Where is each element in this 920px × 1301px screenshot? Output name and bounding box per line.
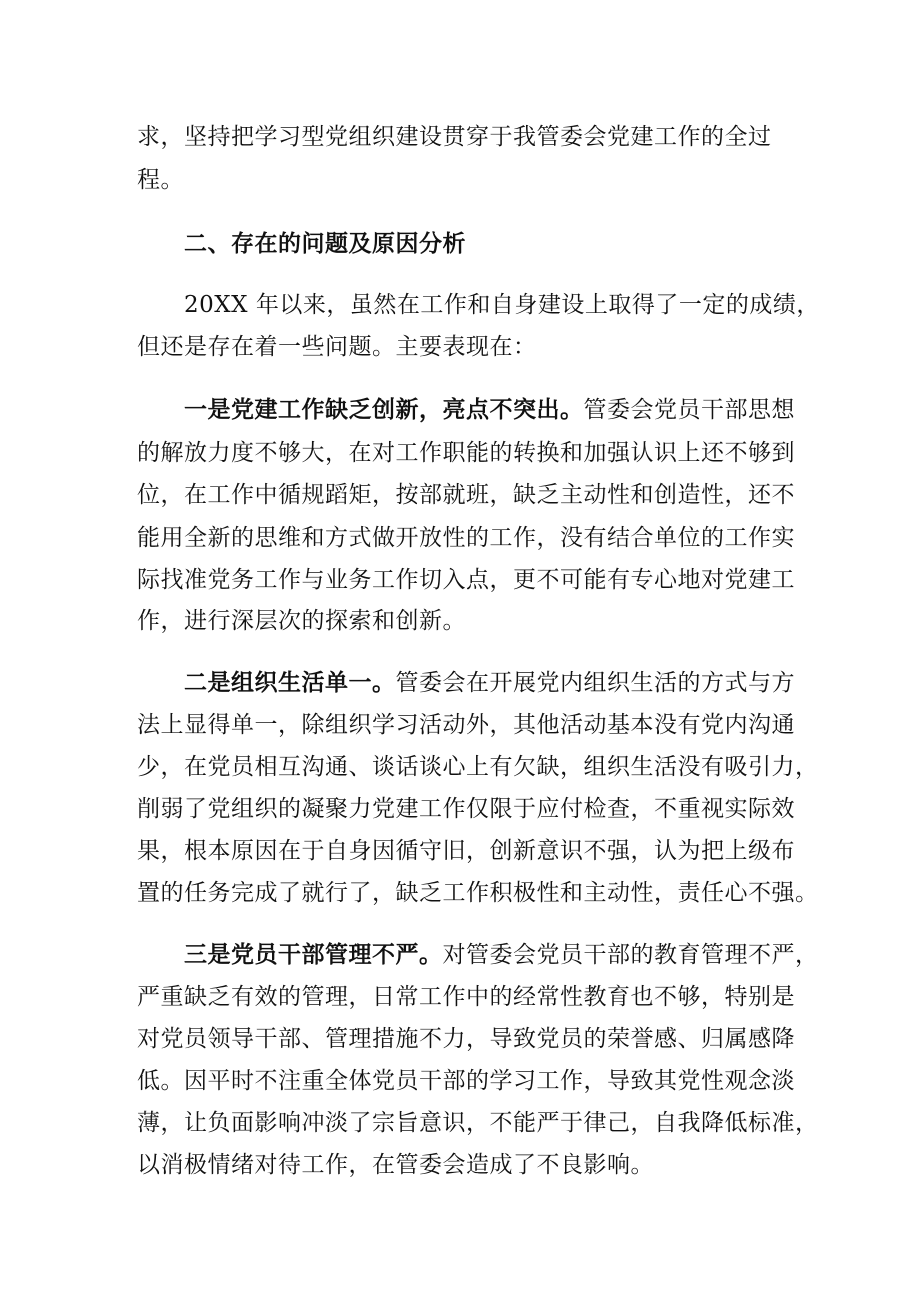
problem3-first-line — [184, 940, 819, 970]
problem2-line: 法上显得单一，除组织学习活动外，其他活动基本没有党内沟通 — [137, 712, 795, 738]
problem2-line: 削弱了党组织的凝聚力党建工作仅限于应付检查，不重视实际效 — [137, 796, 795, 822]
problem1-lead: 一是党建工作缺乏创新，亮点不突出。 — [184, 396, 584, 423]
problem3-line: 严重缺乏有效的管理，日常工作中的经常性教育也不够，特别是 — [137, 984, 795, 1010]
intro-line-1: 20XX 年以来，虽然在工作和自身建设上取得了一定的成绩， — [184, 292, 820, 318]
problem1-line: 际找准党务工作与业务工作切入点，更不可能有专心地对党建工 — [137, 567, 795, 593]
problem3-lead: 三是党员干部管理不严。 — [184, 941, 443, 968]
problem2-line: 果，根本原因在于自身因循守旧，创新意识不强，认为把上级布 — [137, 838, 795, 864]
intro-line-2: 但还是存在着一些问题。主要表现在： — [137, 334, 537, 360]
problem3-line: 薄，让负面影响冲淡了宗旨意识，不能严于律己，自我降低标准， — [137, 1110, 819, 1136]
problem3-first-line-rest: 对管委会党员干部的教育管理不严， — [442, 942, 819, 968]
problem2-first-line — [184, 668, 795, 698]
problem2-line: 置的任务完成了就行了，缺乏工作积极性和主动性，责任心不强。 — [137, 880, 819, 906]
problem3-line: 对党员领导干部、管理措施不力，导致党员的荣誉感、归属感降 — [137, 1026, 795, 1052]
problem1-line: 能用全新的思维和方式做开放性的工作，没有结合单位的工作实 — [137, 525, 795, 551]
problem1-line: 作，进行深层次的探索和创新。 — [137, 608, 466, 634]
continuation-line-1: 求，坚持把学习型党组织建设贯穿于我管委会党建工作的全过 — [137, 124, 772, 150]
problem1-first-line-rest: 管委会党员干部思想 — [583, 397, 795, 423]
problem1-line: 位，在工作中循规蹈矩，按部就班，缺乏主动性和创造性，还不 — [137, 482, 795, 508]
section-heading: 二、存在的问题及原因分析 — [184, 230, 466, 257]
problem3-line: 低。因平时不注重全体党员干部的学习工作，导致其党性观念淡 — [137, 1068, 795, 1094]
problem2-first-line-rest: 管委会在开展党内组织生活的方式与方 — [395, 670, 795, 696]
continuation-line-2: 程。 — [137, 167, 184, 193]
problem1-first-line — [184, 395, 795, 425]
problem2-lead: 二是组织生活单一。 — [184, 669, 396, 696]
problem1-line: 的解放力度不够大，在对工作职能的转换和加强认识上还不够到 — [137, 440, 795, 466]
problem3-line: 以消极情绪对待工作，在管委会造成了不良影响。 — [137, 1152, 654, 1178]
problem2-line: 少，在党员相互沟通、谈话谈心上有欠缺，组织生活没有吸引力， — [137, 754, 819, 780]
